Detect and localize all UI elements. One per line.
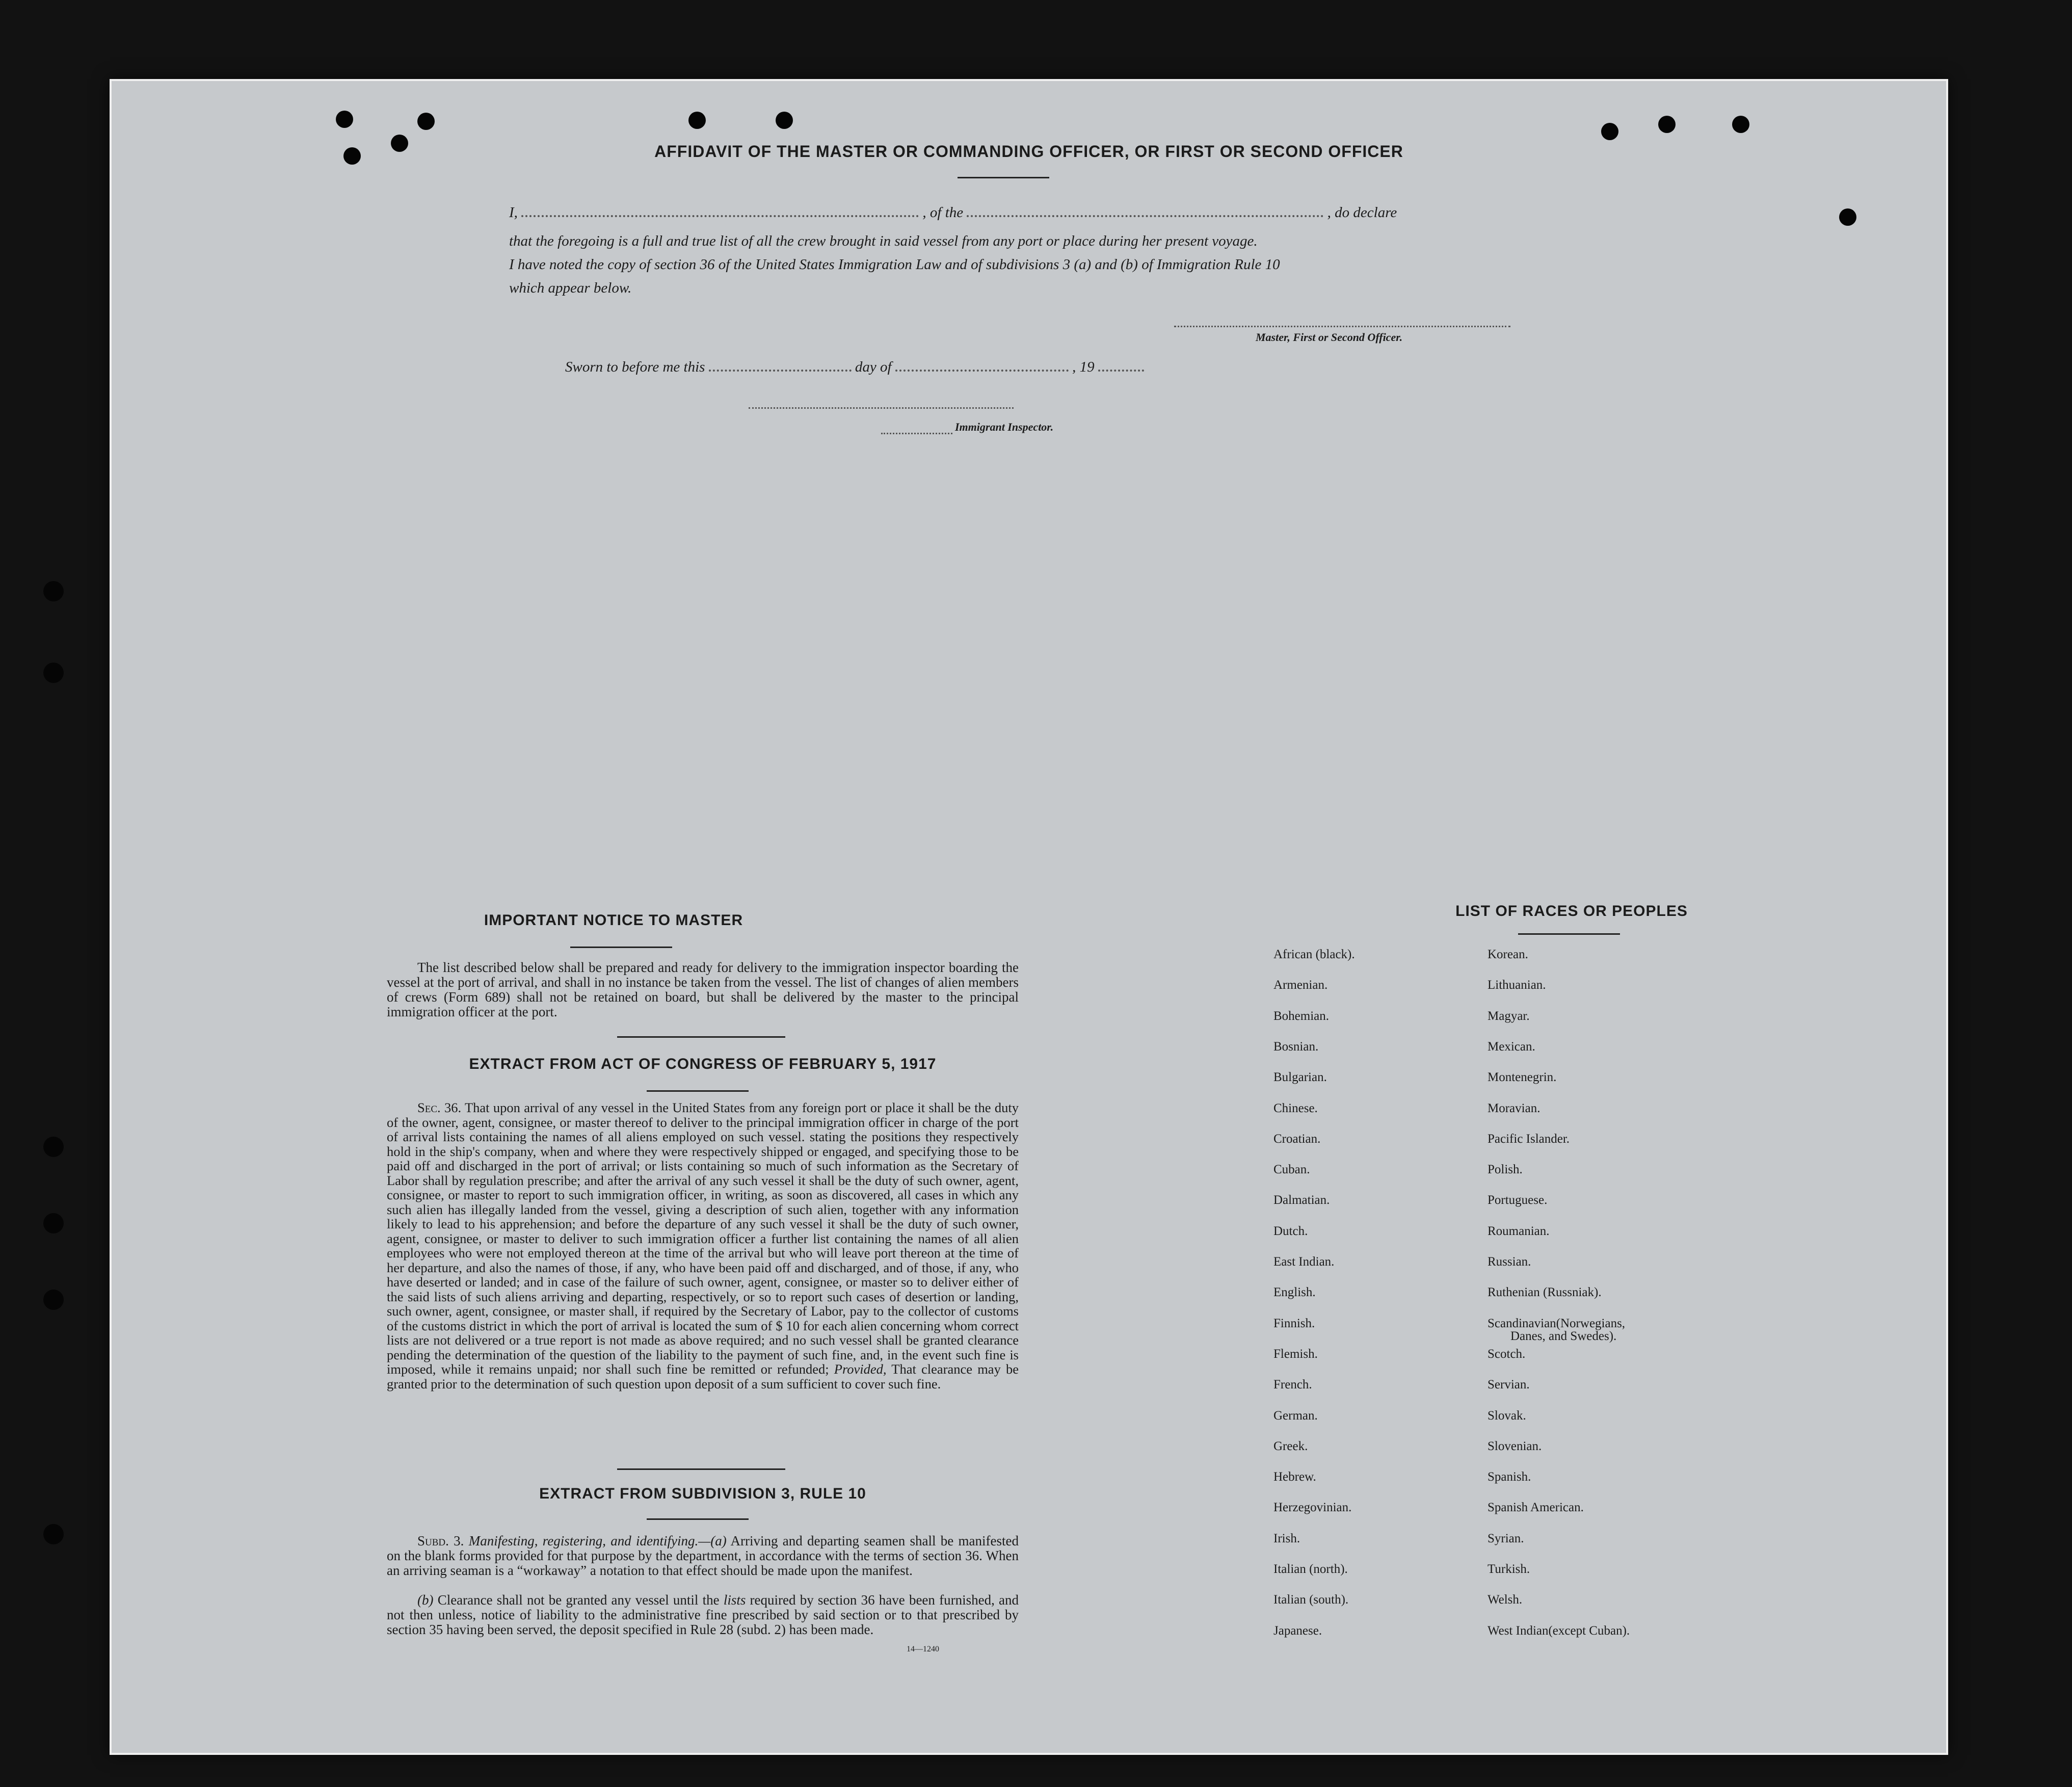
race-item: Moravian. bbox=[1487, 1101, 1540, 1115]
subd-label: Subd. 3. bbox=[417, 1533, 464, 1548]
races-title: LIST OF RACES OR PEOPLES bbox=[1455, 903, 1688, 919]
section-label: Sec. 36. bbox=[417, 1100, 462, 1115]
race-item: Irish. bbox=[1273, 1531, 1300, 1545]
month-blank bbox=[895, 370, 1069, 372]
divider bbox=[647, 1090, 749, 1092]
race-item: Servian. bbox=[1487, 1378, 1530, 1392]
race-item: Hebrew. bbox=[1273, 1470, 1316, 1484]
punch-hole bbox=[417, 113, 435, 130]
race-item: Bosnian. bbox=[1273, 1039, 1319, 1054]
divider bbox=[958, 177, 1049, 178]
race-item: Roumanian. bbox=[1487, 1224, 1550, 1238]
binding-hole bbox=[43, 1137, 64, 1157]
race-item: Chinese. bbox=[1273, 1101, 1318, 1115]
declare-i: I, bbox=[509, 204, 518, 221]
race-item: Scandinavian(Norwegians, bbox=[1487, 1316, 1626, 1330]
form-number: 14—1240 bbox=[907, 1645, 939, 1653]
day-of: day of bbox=[855, 359, 892, 375]
affidavit-line-3: I have noted the copy of section 36 of the United States Immigration Law and of subdivisions 3 (a) and (b) of Immigration Rule 10 bbox=[509, 256, 1280, 273]
race-item: East Indian. bbox=[1273, 1255, 1335, 1269]
race-item: Lithuanian. bbox=[1487, 978, 1546, 992]
divider bbox=[617, 1036, 785, 1038]
race-item: Korean. bbox=[1487, 948, 1528, 961]
race-item: Armenian. bbox=[1273, 978, 1328, 992]
race-item: Slovenian. bbox=[1487, 1439, 1542, 1453]
binding-hole bbox=[43, 581, 64, 601]
race-item: Spanish American. bbox=[1487, 1501, 1584, 1515]
year-blank bbox=[1098, 370, 1144, 372]
signature-line bbox=[1174, 326, 1510, 327]
divider bbox=[570, 947, 672, 948]
race-item: Mexican. bbox=[1487, 1039, 1535, 1054]
declare-of: , of the bbox=[922, 204, 964, 221]
subdivision-a-text bbox=[387, 1534, 1019, 1578]
races-list bbox=[1273, 948, 1885, 1661]
affidavit-line-4: which appear below. bbox=[509, 280, 632, 296]
b-text-2: required by section 36 have been furnished, and not then unless, notice of liability to the administrative fine prescribed by said section or to that prescribed by section 35 having been served, the deposit specified in Rule 28 (subd. 2) has been made. bbox=[387, 1592, 1019, 1637]
sworn-text: Sworn to before me this bbox=[565, 359, 705, 375]
race-scandinavian-continued: Danes, and Swedes). bbox=[1510, 1329, 1617, 1343]
name-blank bbox=[521, 215, 919, 217]
notice-title: IMPORTANT NOTICE TO MASTER bbox=[484, 912, 743, 929]
document-page bbox=[110, 79, 1948, 1755]
race-item: Russian. bbox=[1487, 1255, 1531, 1269]
race-item: Slovak. bbox=[1487, 1408, 1526, 1423]
punch-hole bbox=[1601, 123, 1618, 140]
provided-text: That clearance may be granted prior to the determination of such question upon deposit of a sum sufficient to cover such fine. bbox=[387, 1361, 1019, 1391]
binding-hole bbox=[43, 1213, 64, 1233]
sworn-line bbox=[565, 359, 1144, 376]
b-text-1: Clearance shall not be granted any vessel until the bbox=[437, 1592, 720, 1608]
extract-act-title: EXTRACT FROM ACT OF CONGRESS OF FEBRUARY 5, 1917 bbox=[469, 1056, 937, 1072]
race-item: Greek. bbox=[1273, 1439, 1308, 1453]
race-item: Syrian. bbox=[1487, 1531, 1524, 1545]
race-item: Spanish. bbox=[1487, 1470, 1531, 1484]
day-blank bbox=[709, 370, 852, 372]
race-item: Ruthenian (Russniak). bbox=[1487, 1285, 1602, 1300]
binding-hole bbox=[43, 1290, 64, 1310]
binding-hole bbox=[43, 663, 64, 683]
punch-hole bbox=[1732, 116, 1749, 133]
punch-hole bbox=[776, 112, 793, 129]
race-item: English. bbox=[1273, 1285, 1316, 1300]
section-36-text bbox=[387, 1100, 1019, 1391]
race-item: Portuguese. bbox=[1487, 1193, 1548, 1207]
race-item: German. bbox=[1273, 1408, 1318, 1423]
punch-hole bbox=[1658, 116, 1676, 133]
race-item: Bohemian. bbox=[1273, 1009, 1330, 1023]
race-item: Welsh. bbox=[1487, 1593, 1523, 1607]
inspector-prefix-line bbox=[881, 433, 952, 434]
declare-end: , do declare bbox=[1327, 204, 1397, 221]
race-item: Polish. bbox=[1487, 1163, 1523, 1177]
race-item: Scotch. bbox=[1487, 1347, 1526, 1361]
signature-caption: Master, First or Second Officer. bbox=[1256, 331, 1403, 344]
race-item: Herzegovinian. bbox=[1273, 1501, 1352, 1515]
race-item: Finnish. bbox=[1273, 1316, 1315, 1330]
year-prefix: , 19 bbox=[1072, 359, 1095, 375]
race-item: Dalmatian. bbox=[1273, 1193, 1330, 1207]
subd-heading: Manifesting, registering, and identifying.—(a) bbox=[468, 1533, 727, 1548]
subdivision-b-text bbox=[387, 1593, 1019, 1637]
binding-hole bbox=[43, 1524, 64, 1544]
section-body: That upon arrival of any vessel in the United States from any foreign port or place it shall be the duty of the owner, agent, consignee, or master thereof to deliver to the principal immigration officer in charge of the port of arrival lists containing the names of all aliens employed on such vessel. stating the positions they respectively hold in the ship's company, when and where they were respectively shipped or engaged, and specifying those to be paid off and discharged in the port of arrival; or lists containing so much of such information as the Secretary of Labor shall by regulation prescribe; and after the arrival of any such vessel it shall be the duty of such owner, agent, consignee, or master to report to such immigration officer, in writing, as soon as discovered, all cases in which any such alien has illegally landed from the vessel, giving a description of such alien, together with any information likely to lead to his apprehension; and before the departure of any such vessel it shall be the duty of such owner, agent, consignee, or master to deliver to such immigration officer a further list containing the names of all alien employees who were not employed thereon at the time of the arrival but who will leave port thereon at the time of her departure, and also the names of those, if any, who have been paid off and discharged, and of those, if any, who have deserted or landed; and in case of the failure of such owner, agent, consignee, or master so to deliver either of the said lists of such aliens arriving and departing, respectively, or so to report such cases of desertion or landing, such owner, agent, consignee, or master shall, if required by the Secretary of Labor, pay to the collector of customs of the customs district in which the port of arrival is located the sum of $ 10 for each alien concerning whom correct lists are not delivered or a true report is not made as above required; and no such vessel shall be granted clearance pending the determination of the question of the liability to the payment of such fine, and, in the event such fine is imposed, while it remains unpaid; nor shall such fine be remitted or refunded; bbox=[387, 1100, 1019, 1377]
race-item: Magyar. bbox=[1487, 1009, 1530, 1023]
vessel-blank bbox=[967, 215, 1323, 217]
race-item: Dutch. bbox=[1273, 1224, 1308, 1238]
b-lists: lists bbox=[723, 1592, 746, 1608]
provided-label: Provided, bbox=[834, 1361, 887, 1377]
race-item: Flemish. bbox=[1273, 1347, 1318, 1361]
race-item: Pacific Islander. bbox=[1487, 1132, 1570, 1146]
divider bbox=[1518, 933, 1620, 935]
divider bbox=[647, 1518, 749, 1520]
inspector-caption: Immigrant Inspector. bbox=[955, 421, 1054, 433]
punch-hole bbox=[336, 111, 353, 128]
subd-a-text: Arriving and departing seamen shall be manifested on the blank forms provided for that purpose by the department, in accordance with the terms of section 36. When an arriving seaman is a “workaway” a notation to that effect should be made upon the manifest. bbox=[387, 1533, 1019, 1578]
race-item: Montenegrin. bbox=[1487, 1070, 1557, 1085]
race-item: Cuban. bbox=[1273, 1163, 1310, 1177]
race-item: Bulgarian. bbox=[1273, 1070, 1327, 1085]
race-item: Croatian. bbox=[1273, 1132, 1321, 1146]
race-item: West Indian(except Cuban). bbox=[1487, 1623, 1630, 1638]
extract-rule-title: EXTRACT FROM SUBDIVISION 3, RULE 10 bbox=[539, 1485, 866, 1502]
inspector-line bbox=[749, 407, 1014, 409]
affidavit-line-2: that the foregoing is a full and true list of all the crew brought in said vessel from any port or place during her present voyage. bbox=[509, 233, 1258, 249]
race-item: Turkish. bbox=[1487, 1562, 1530, 1576]
race-item: Italian (north). bbox=[1273, 1562, 1348, 1576]
race-item: African (black). bbox=[1273, 948, 1355, 961]
b-label: (b) bbox=[417, 1592, 434, 1608]
punch-hole bbox=[1839, 208, 1856, 226]
punch-hole bbox=[688, 112, 706, 129]
affidavit-declaration bbox=[509, 204, 1397, 221]
race-item: Italian (south). bbox=[1273, 1593, 1349, 1607]
divider bbox=[617, 1468, 785, 1470]
affidavit-title: AFFIDAVIT OF THE MASTER OR COMMANDING OFFICER, OR FIRST OR SECOND OFFICER bbox=[654, 142, 1403, 161]
notice-body: The list described below shall be prepared and ready for delivery to the immigration inspector boarding the vessel at the port of arrival, and shall in no instance be taken from the vessel. The list of changes of alien members of crews (Form 689) shall not be retained on board, but shall be delivered by the master to the principal immigration officer at the port. bbox=[387, 960, 1019, 1019]
race-item: French. bbox=[1273, 1378, 1312, 1392]
race-item: Japanese. bbox=[1273, 1623, 1322, 1638]
